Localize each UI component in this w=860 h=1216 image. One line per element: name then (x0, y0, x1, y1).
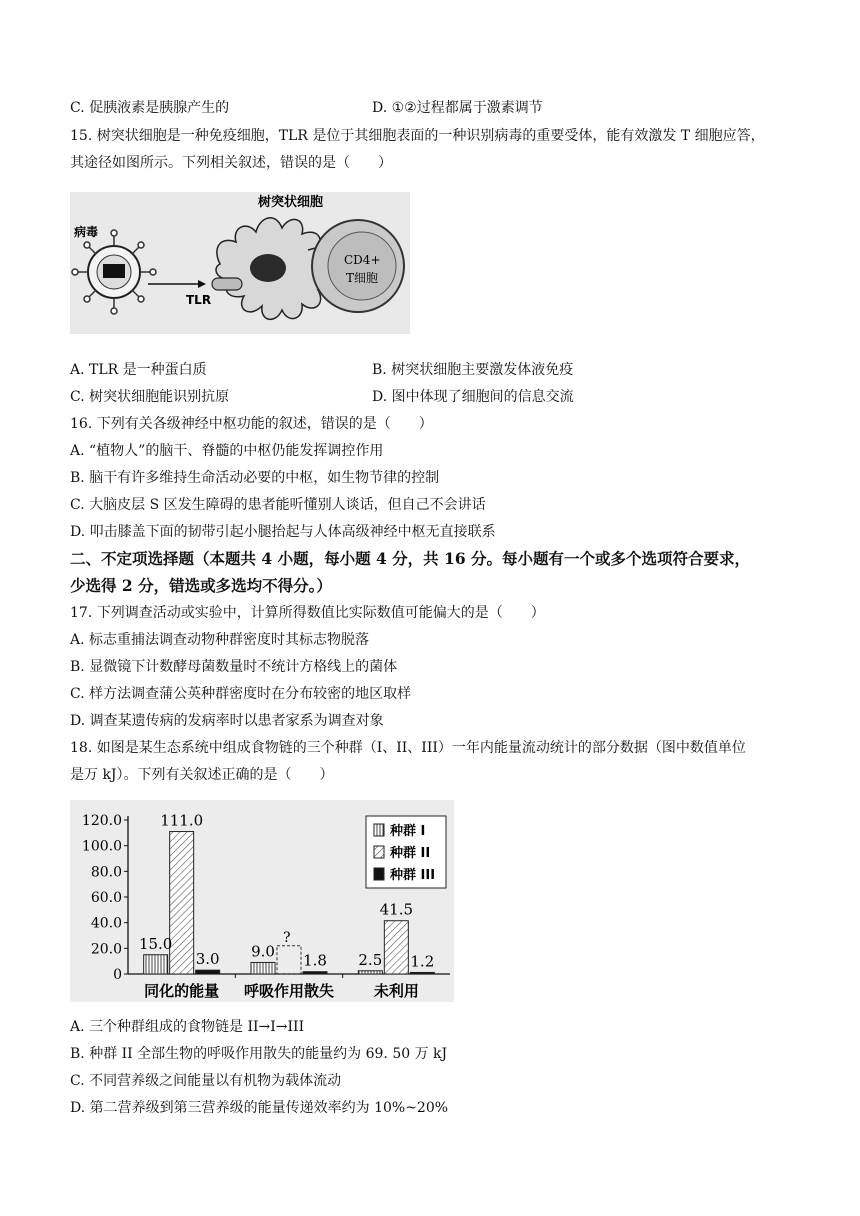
x-category-label: 未利用 (373, 982, 419, 1000)
legend-swatch (374, 846, 384, 858)
virus-shape (72, 230, 156, 314)
bar-value-label: 41.5 (379, 900, 414, 919)
q17-option-b: B. 显微镜下计数酵母菌数量时不统计方格线上的菌体 (70, 659, 398, 675)
bar-value-label: ? (283, 929, 291, 946)
q16-option-b: B. 脑干有许多维持生命活动必要的中枢，如生物节律的控制 (70, 470, 440, 486)
q17-stem: 17. 下列调查活动或实验中，计算所得数值比实际数值可能偏大的是（ ） (70, 605, 545, 621)
y-tick-label: 40.0 (90, 915, 122, 932)
bar-3-1 (196, 970, 220, 974)
bar-3-3 (410, 972, 434, 974)
bar-value-label: 111.0 (160, 811, 204, 830)
legend-label: 种群 III (390, 868, 436, 883)
q17-option-a: A. 标志重捕法调查动物种群密度时其标志物脱落 (70, 632, 370, 648)
bar-2-1 (170, 832, 194, 974)
q18-option-d: D. 第二营养级到第三营养级的能量传递效率约为 10%~20% (70, 1100, 449, 1116)
y-tick-label: 80.0 (90, 864, 122, 881)
legend-swatch (374, 824, 384, 836)
bar-3-2 (303, 972, 327, 974)
q15-option-b: B. 树突状细胞主要激发体液免疫 (372, 362, 574, 378)
y-tick-label: 20.0 (90, 941, 122, 958)
q17-option-d: D. 调查某遗传病的发病率时以患者家系为调查对象 (70, 713, 384, 729)
label-virus: 病毒 (74, 225, 99, 239)
q14-option-c: C. 促胰液素是胰腺产生的 (70, 100, 230, 116)
legend-label: 种群 II (390, 846, 431, 861)
bar-value-label: 1.8 (303, 951, 327, 970)
bar-value-label: 9.0 (251, 942, 275, 961)
q18-stem-line2: 是万 kJ）。下列有关叙述正确的是（ ） (70, 767, 334, 783)
bar-2-3 (384, 921, 408, 974)
section-heading-line1: 二、不定项选择题（本题共 4 小题，每小题 4 分，共 16 分。每小题有一个或多个选项符合要求， (70, 549, 751, 568)
q18-option-c: C. 不同营养级之间能量以有机物为载体流动 (70, 1073, 342, 1089)
bar-1-1 (144, 955, 168, 974)
label-tcell-2: T细胞 (346, 271, 379, 285)
q18-option-a: A. 三个种群组成的食物链是 II→I→III (70, 1019, 305, 1035)
section-heading-line2: 少选得 2 分，错选或多选均不得分。） (70, 576, 332, 595)
q16-option-d: D. 叩击膝盖下面的韧带引起小腿抬起与人体高级神经中枢无直接联系 (70, 524, 496, 540)
chart-svg (70, 800, 454, 1002)
y-tick-label: 60.0 (90, 890, 122, 906)
q15-option-a: A. TLR 是一种蛋白质 (70, 362, 207, 378)
legend-label: 种群 I (390, 824, 426, 839)
x-category-label: 呼吸作用散失 (243, 982, 335, 1000)
q15-option-d: D. 图中体现了细胞间的信息交流 (372, 389, 574, 405)
q17-option-c: C. 样方法调查蒲公英种群密度时在分布较密的地区取样 (70, 686, 412, 702)
x-category-label: 同化的能量 (144, 982, 220, 1000)
q14-option-d: D. ①②过程都属于激素调节 (372, 100, 543, 116)
bar-value-label: 15.0 (138, 934, 173, 953)
y-tick-label: 100.0 (81, 838, 122, 855)
label-dendritic-cell: 树突状细胞 (258, 195, 324, 210)
y-tick-label: 0 (113, 967, 122, 983)
energy-flow-chart (70, 800, 454, 1002)
q18-option-b: B. 种群 II 全部生物的呼吸作用散失的能量约为 69. 50 万 kJ (70, 1046, 448, 1062)
q16-option-c: C. 大脑皮层 S 区发生障碍的患者能听懂别人谈话，但自己不会讲话 (70, 497, 486, 513)
bar-1-2 (251, 962, 275, 974)
label-tcell-1: CD4+ (344, 253, 381, 267)
bar-1-3 (358, 971, 382, 974)
q16-stem: 16. 下列有关各级神经中枢功能的叙述，错误的是（ ） (70, 416, 433, 432)
q15-option-c: C. 树突状细胞能识别抗原 (70, 389, 230, 405)
q18-stem-line1: 18. 如图是某生态系统中组成食物链的三个种群（I、II、III）一年内能量流动统计的部分数据（图中数值单位 (70, 740, 746, 756)
label-tlr: TLR (186, 293, 212, 307)
q15-stem-line1: 15. 树突状细胞是一种免疫细胞，TLR 是位于其细胞表面的一种识别病毒的重要受体，能有效激发 T 细胞应答， (70, 128, 765, 144)
bar-value-label: 2.5 (358, 950, 383, 969)
q15-stem-line2: 其途径如图所示。下列相关叙述，错误的是（ ） (70, 155, 392, 171)
y-tick-label: 120.0 (81, 813, 122, 829)
legend-swatch (374, 868, 384, 880)
bar-value-label: 3.0 (195, 950, 220, 969)
q16-option-a: A. “植物人”的脑干、脊髓的中枢仍能发挥调控作用 (70, 443, 384, 459)
dendritic-cell-figure (70, 192, 410, 334)
bar-value-label: 1.2 (410, 952, 435, 971)
